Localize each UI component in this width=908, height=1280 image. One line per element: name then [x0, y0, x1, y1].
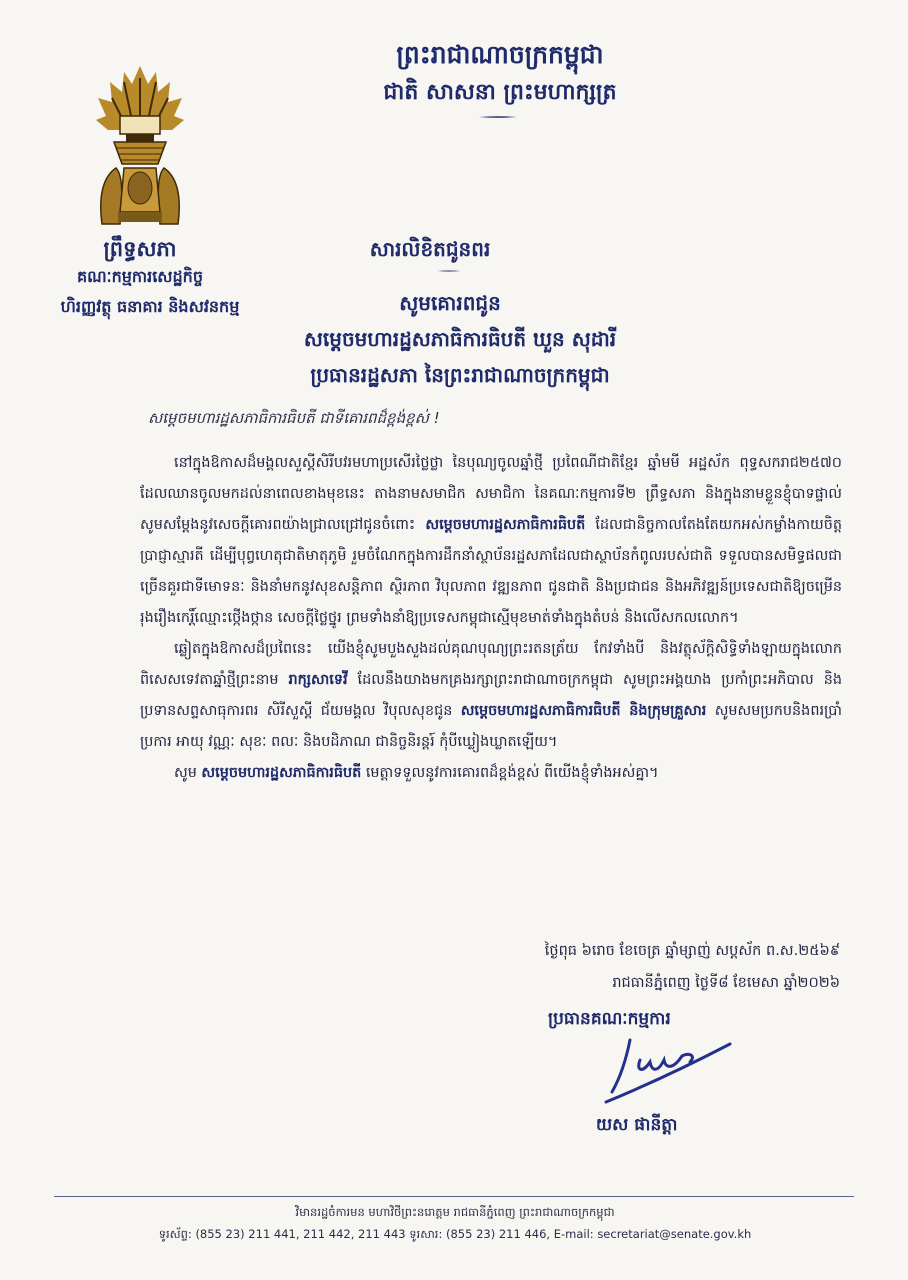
paragraph-3-text-a: សូម — [174, 765, 197, 781]
paragraph-2-text-c: សូមសមប្រកបនិងពរប្រាំប្រការ អាយុ វណ្ណៈ សុខៈ ពលៈ និងបដិភាណ ជានិច្ចនិរន្តរ៍ កុំបីឃ្លៀងឃ្លាតឡើយ។ — [140, 703, 843, 750]
paragraph-2 — [140, 634, 842, 758]
paragraph-1 — [140, 448, 842, 634]
commission-name: គណៈកម្មការសេដ្ឋកិច្ច — [77, 267, 203, 286]
title-ornament-divider — [426, 270, 472, 272]
paragraph-3-text-b: មេត្តាទទួលនូវការគោរពដ៏ខ្ពង់ខ្ពស់ ពីយើងខ្ញុំទាំងអស់គ្នា។ — [365, 765, 659, 781]
signatory-name: យស ផានីត្តា — [596, 1115, 678, 1135]
recipient-greeting: សូមគោរពជូន — [399, 291, 501, 315]
lunar-date: ថ្ងៃពុធ ៦រោច ខែចេត្រ ឆ្នាំម្សាញ់ សប្តស័ក ព.ស.២៥៦៩ — [544, 943, 840, 959]
paragraph-1-text-b: ដែលជានិច្ចកាលតែងតែយកអស់កម្លាំងកាយចិត្ត ប្រាជ្ញាស្មារតី ដើម្បីបុព្វហេតុជាតិមាតុភូមិ រួមចំណែកក្នុងការដឹកនាំស្ថាប័នរដ្ឋសភាដែលជាស្ថាប័នកំពូលរបស់ជាតិ ទទួលបានសមិទ្ធផលជាច្រើនគួរជាទីមោទនៈ និងនាំមកនូវសុខសន្តិភាព ស្ថិរភាព វិបុលភាព វឌ្ឍនភាព ជូនជាតិ និងប្រជាជន និងអភិវឌ្ឍន៍ប្រទេសជាតិឱ្យចម្រើនរុងរឿងកេរ្តិ៍ឈ្មោះថ្កើងថ្កាន សេចក្តីថ្លៃថ្នូរ ព្រមទាំងនាំឱ្យប្រទេសកម្ពុជាស្មើមុខមាត់ទាំងក្នុងតំបន់ និងលើសកលលោក។ — [140, 517, 842, 626]
salutation: សម្តេចមហារដ្ឋសភាធិការធិបតី ជាទីគោរពដ៏ខ្ពង់ខ្ពស់ ! — [148, 409, 440, 427]
fax-label: ទូរសារ: — [409, 1227, 443, 1241]
handwritten-signature — [600, 1030, 740, 1110]
paragraph-2-text-a: ឆ្លៀតក្នុងឱកាសដ៏ប្រពៃនេះ យើងខ្ញុំសូមបួងសួងដល់គុណបុណ្យព្រះរតនត្រ័យ កែវទាំងបី និងវត្ថុស័ក្តិសិទ្ធិទាំងឡាយក្នុងលោក ពិសេសទេវតាឆ្នាំថ្មីព្រះនាម — [140, 641, 842, 688]
national-motto: ជាតិ សាសនា ព្រះមហាក្សត្រ — [383, 79, 617, 105]
paragraph-3-emphasis: សម្តេចមហារដ្ឋសភាធិការធិបតី — [201, 765, 362, 781]
paragraph-2-emphasis-recipient: សម្តេចមហារដ្ឋសភាធិការធិបតី និងក្រុមគ្រួសារ — [460, 703, 707, 719]
paragraph-2-emphasis-deity: រាក្សសាទេវី — [288, 672, 348, 688]
phone-numbers: (855 23) 211 441, 211 442, 211 443 — [195, 1227, 406, 1241]
solar-date: រាជធានីភ្នំពេញ ថ្ងៃទី៨ ខែមេសា ឆ្នាំ២០២៦ — [612, 975, 840, 991]
paragraph-1-text-a: នៅក្នុងឱកាសដ៏មង្គលសួស្តីសិរីបវរមហាប្រសើរថ្លៃថ្លា នៃបុណ្យចូលឆ្នាំថ្មី ប្រពៃណីជាតិខ្មែរ ឆ្នាំមមី អដ្ឋស័ក ពុទ្ធសករាជ២៥៧០ ដែលឈានចូលមកដល់នាពេលខាងមុខនេះ តាងនាមសមាជិក សមាជិកា នៃគណៈកម្មការទី២ ព្រឹទ្ធសភា និងក្នុងនាមខ្លួនខ្ញុំបាទផ្ទាល់ សូមសម្តែងនូវសេចក្តីគោរពយ៉ាងជ្រាលជ្រៅជូនចំពោះ — [140, 455, 842, 533]
commission-scope: ហិរញ្ញវត្ថុ ធនាគារ និងសវនកម្ម — [60, 297, 240, 316]
email-address: E-mail: secretariat@senate.gov.kh — [553, 1227, 752, 1241]
paragraph-3 — [140, 758, 842, 789]
footer-rule — [54, 1196, 854, 1197]
document-type-title: សារលិខិតជូនពរ — [369, 237, 491, 261]
senate-emblem-logo — [94, 64, 186, 226]
organization-name: ព្រឹទ្ធសភា — [103, 237, 177, 261]
paragraph-1-emphasis: សម្តេចមហារដ្ឋសភាធិការធិបតី — [425, 517, 586, 533]
paragraph-2-text-b: ដែលនឹងយាងមកគ្រងរក្សាព្រះរាជាណាចក្រកម្ពុជា សូមព្រះអង្គយាង ប្រកាំព្រះអភិបាល និងប្រទានសព្ទសាធុការពរ សិរីសួស្តី ជ័យមង្គល វិបុលសុខជូន — [140, 672, 842, 719]
letter-body — [140, 448, 842, 789]
signatory-title: ប្រធានគណៈកម្មការ — [548, 1009, 671, 1029]
footer-contact — [60, 1227, 850, 1244]
header-ornament-divider — [460, 116, 536, 118]
kingdom-heading: ព្រះរាជាណាចក្រកម្ពុជា — [396, 40, 604, 69]
fax-number: (855 23) 211 446, — [445, 1227, 551, 1241]
phone-label: ទូរស័ព្ទ: — [158, 1227, 192, 1241]
recipient-name: សម្តេចមហារដ្ឋសភាធិការធិបតី ឃួន សុដារី — [303, 327, 617, 351]
recipient-position: ប្រធានរដ្ឋសភា នៃព្រះរាជាណាចក្រកម្ពុជា — [310, 363, 610, 387]
footer-address: វិមានរដ្ឋចំការមន មហាវិថីព្រះនរោត្តម រាជធានីភ្នំពេញ ព្រះរាជាណាចក្រកម្ពុជា — [295, 1205, 615, 1219]
